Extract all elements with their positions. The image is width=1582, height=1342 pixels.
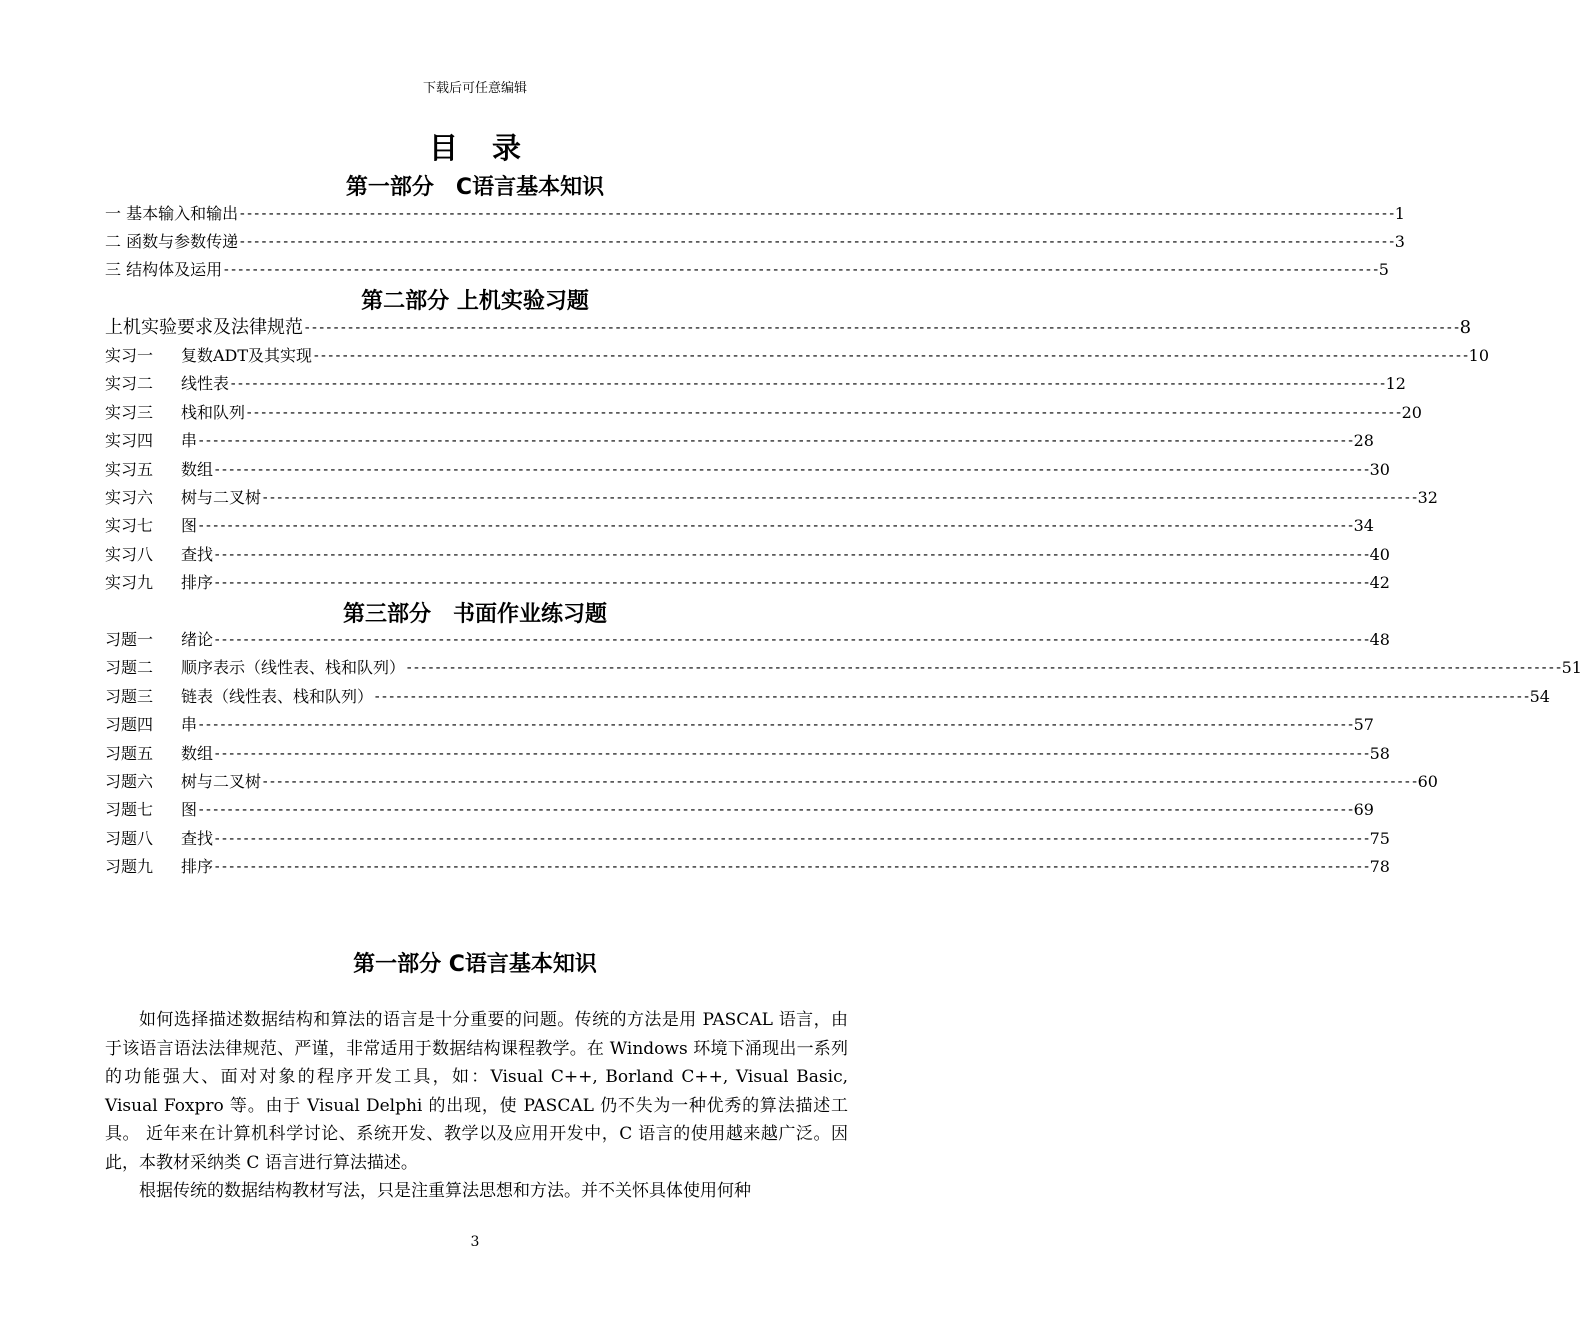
toc-row[interactable] bbox=[105, 429, 1374, 453]
toc-entry-number: 习题七 bbox=[105, 800, 154, 820]
toc-entry-number: 实习二 bbox=[105, 374, 154, 394]
toc-entry-title: 数组 bbox=[181, 459, 214, 479]
toc-row[interactable] bbox=[105, 827, 1390, 851]
toc-row[interactable] bbox=[105, 798, 1374, 822]
toc-entry-number: 习题二 bbox=[105, 658, 154, 678]
toc-entry-title: 图 bbox=[181, 516, 198, 536]
toc-entry-number: 习题六 bbox=[105, 772, 154, 791]
toc-entry-title: 串 bbox=[181, 715, 198, 735]
section-heading: 第一部分 C语言基本知识 bbox=[353, 952, 597, 977]
toc-leader-dots: ---------------------------------------------------------------------------------------------------------------------------------------------------------------- bbox=[405, 660, 1562, 677]
toc-row[interactable] bbox=[105, 742, 1390, 766]
toc-leader-dots: ---------------------------------------------------------------------------------------------------------------------------------------------------------------- bbox=[213, 575, 1370, 592]
header-note: 下载后可任意编辑 bbox=[422, 81, 527, 96]
toc-leader-dots: ---------------------------------------------------------------------------------------------------------------------------------------------------------------- bbox=[197, 518, 1354, 535]
toc-entry-number: 实习五 bbox=[105, 459, 154, 479]
part3-heading: 第三部分 书面作业练习题 bbox=[342, 602, 607, 627]
toc-page-number: 40 bbox=[1369, 544, 1390, 564]
toc-leader-dots: ---------------------------------------------------------------------------------------------------------------------------------------------------------------- bbox=[238, 206, 1395, 222]
toc-entry-number: 习题三 bbox=[105, 686, 154, 706]
toc-entry-title: 复数ADT及其实现 bbox=[181, 346, 313, 365]
toc-row[interactable] bbox=[105, 514, 1374, 538]
toc-entry-number: 实习三 bbox=[105, 402, 154, 422]
toc-entry-title: 线性表 bbox=[181, 374, 230, 394]
toc-row[interactable] bbox=[105, 258, 1389, 282]
toc-page-number: 54 bbox=[1529, 686, 1550, 706]
toc-leader-dots: ---------------------------------------------------------------------------------------------------------------------------------------------------------------- bbox=[197, 717, 1354, 734]
toc-page-number: 8 bbox=[1459, 317, 1472, 338]
toc-page-number: 58 bbox=[1369, 743, 1390, 763]
toc-entry-title: 栈和队列 bbox=[181, 402, 246, 422]
toc-entry-number: 习题九 bbox=[105, 857, 154, 877]
toc-entry-title: 图 bbox=[181, 800, 198, 820]
toc-row[interactable] bbox=[105, 401, 1422, 425]
toc-row[interactable] bbox=[105, 855, 1390, 879]
toc-leader-dots: ---------------------------------------------------------------------------------------------------------------------------------------------------------------- bbox=[261, 490, 1418, 506]
toc-page-number: 75 bbox=[1369, 828, 1390, 848]
toc-page-number: 10 bbox=[1468, 346, 1490, 365]
toc-page-number: 42 bbox=[1369, 573, 1390, 593]
body-text bbox=[105, 1006, 848, 1206]
toc-entry-number: 实习六 bbox=[105, 488, 154, 507]
toc-entry-label: 三 结构体及运用 bbox=[105, 260, 223, 279]
toc-row[interactable] bbox=[105, 372, 1406, 396]
toc-row-part2-intro[interactable] bbox=[105, 316, 1472, 340]
toc-entry-title: 链表（线性表、栈和队列） bbox=[181, 686, 374, 706]
toc-entry-number: 实习四 bbox=[105, 431, 154, 451]
toc-entry-label: 二 函数与参数传递 bbox=[105, 232, 239, 251]
toc-entry-title: 排序 bbox=[181, 573, 214, 593]
part2-heading: 第二部分 上机实验习题 bbox=[361, 289, 589, 314]
toc-row[interactable] bbox=[105, 230, 1405, 254]
paragraph: 根据传统的数据结构教材写法，只是注重算法思想和方法。并不关怀具体使用何种 bbox=[139, 1181, 751, 1201]
toc-title: 目录 bbox=[428, 131, 555, 165]
toc-entry-number: 实习一 bbox=[105, 346, 154, 365]
toc-page-number: 30 bbox=[1369, 459, 1390, 479]
toc-page-number: 57 bbox=[1353, 715, 1374, 735]
page-number: 3 bbox=[470, 1234, 480, 1250]
toc-leader-dots: ---------------------------------------------------------------------------------------------------------------------------------------------------------------- bbox=[238, 234, 1395, 250]
toc-entry-label: 一 基本输入和输出 bbox=[105, 204, 239, 223]
toc-page-number: 60 bbox=[1417, 772, 1438, 791]
toc-entry-title: 树与二叉树 bbox=[181, 772, 262, 791]
toc-leader-dots: ---------------------------------------------------------------------------------------------------------------------------------------------------------------- bbox=[261, 774, 1418, 790]
toc-entry-label: 上机实验要求及法律规范 bbox=[105, 317, 303, 338]
toc-entry-number: 习题八 bbox=[105, 828, 154, 848]
paragraph: 如何选择描述数据结构和算法的语言是十分重要的问题。传统的方法是用 PASCAL 语言，由于该语言语法法律规范、严谨，非常适用于数据结构课程教学。在 Windows 环境下涌现出一系列的功能强大、面对对象的程序开发工具，如：Visual C++, Borland C++, Visual Basic, Visual Foxpro 等。由于 Visual Delphi 的出现，使 PASCAL 仍不失为一种优秀的算法描述工具。 近年来在计算机科学讨论、系统开发、教学以及应用开发中，C 语言的使用越来越广泛。因此，本教材采纳类 C 语言进行算法描述。 bbox=[105, 1010, 848, 1173]
toc-leader-dots: ---------------------------------------------------------------------------------------------------------------------------------------------------------------- bbox=[312, 348, 1469, 364]
toc-entry-number: 习题一 bbox=[105, 630, 154, 649]
toc-page-number: 28 bbox=[1353, 431, 1374, 451]
toc-leader-dots: ---------------------------------------------------------------------------------------------------------------------------------------------------------------- bbox=[213, 461, 1370, 478]
toc-leader-dots: ---------------------------------------------------------------------------------------------------------------------------------------------------------------- bbox=[222, 262, 1379, 278]
toc-entry-number: 习题四 bbox=[105, 715, 154, 735]
toc-page-number: 5 bbox=[1378, 260, 1389, 279]
toc-leader-dots: ---------------------------------------------------------------------------------------------------------------------------------------------------------------- bbox=[213, 546, 1370, 563]
toc-entry-number: 实习七 bbox=[105, 516, 154, 536]
toc-page-number: 34 bbox=[1353, 516, 1374, 536]
toc-row[interactable] bbox=[105, 713, 1374, 737]
toc-row[interactable] bbox=[105, 202, 1405, 226]
part1-heading: 第一部分 C语言基本知识 bbox=[345, 175, 605, 200]
toc-leader-dots: ---------------------------------------------------------------------------------------------------------------------------------------------------------------- bbox=[245, 404, 1402, 421]
toc-page-number: 69 bbox=[1353, 800, 1374, 820]
toc-leader-dots: ---------------------------------------------------------------------------------------------------------------------------------------------------------------- bbox=[213, 745, 1370, 762]
toc-row[interactable] bbox=[105, 685, 1550, 709]
toc-page-number: 1 bbox=[1394, 204, 1405, 223]
toc-row[interactable] bbox=[105, 770, 1438, 794]
toc-row[interactable] bbox=[105, 344, 1490, 368]
toc-page-number: 12 bbox=[1385, 374, 1406, 394]
toc-entry-title: 查找 bbox=[181, 544, 214, 564]
toc-leader-dots: ---------------------------------------------------------------------------------------------------------------------------------------------------------------- bbox=[303, 320, 1460, 336]
toc-row[interactable] bbox=[105, 543, 1390, 567]
toc-row[interactable] bbox=[105, 458, 1390, 482]
toc-page-number: 51 bbox=[1561, 658, 1582, 678]
toc-entry-number: 实习八 bbox=[105, 544, 154, 564]
toc-row[interactable] bbox=[105, 628, 1390, 652]
toc-row[interactable] bbox=[105, 656, 1582, 680]
toc-leader-dots: ---------------------------------------------------------------------------------------------------------------------------------------------------------------- bbox=[213, 632, 1370, 648]
toc-entry-number: 习题五 bbox=[105, 743, 154, 763]
toc-leader-dots: ---------------------------------------------------------------------------------------------------------------------------------------------------------------- bbox=[229, 376, 1386, 393]
toc-page-number: 3 bbox=[1394, 232, 1405, 251]
toc-entry-title: 查找 bbox=[181, 828, 214, 848]
toc-row[interactable] bbox=[105, 571, 1390, 595]
toc-leader-dots: ---------------------------------------------------------------------------------------------------------------------------------------------------------------- bbox=[213, 859, 1370, 876]
toc-row[interactable] bbox=[105, 486, 1438, 510]
toc-leader-dots: ---------------------------------------------------------------------------------------------------------------------------------------------------------------- bbox=[213, 830, 1370, 847]
toc-entry-title: 顺序表示（线性表、栈和队列） bbox=[181, 658, 406, 678]
toc-page-number: 78 bbox=[1369, 857, 1390, 877]
toc-entry-title: 树与二叉树 bbox=[181, 488, 262, 507]
toc-leader-dots: ---------------------------------------------------------------------------------------------------------------------------------------------------------------- bbox=[373, 688, 1530, 705]
toc-page-number: 20 bbox=[1401, 402, 1422, 422]
toc-page-number: 32 bbox=[1417, 488, 1438, 507]
toc-entry-title: 绪论 bbox=[181, 630, 214, 649]
toc-leader-dots: ---------------------------------------------------------------------------------------------------------------------------------------------------------------- bbox=[197, 802, 1354, 819]
toc-entry-title: 串 bbox=[181, 431, 198, 451]
toc-entry-title: 数组 bbox=[181, 743, 214, 763]
toc-leader-dots: ---------------------------------------------------------------------------------------------------------------------------------------------------------------- bbox=[197, 433, 1354, 450]
toc-page-number: 48 bbox=[1369, 630, 1390, 649]
toc-entry-number: 实习九 bbox=[105, 573, 154, 593]
toc-entry-title: 排序 bbox=[181, 857, 214, 877]
